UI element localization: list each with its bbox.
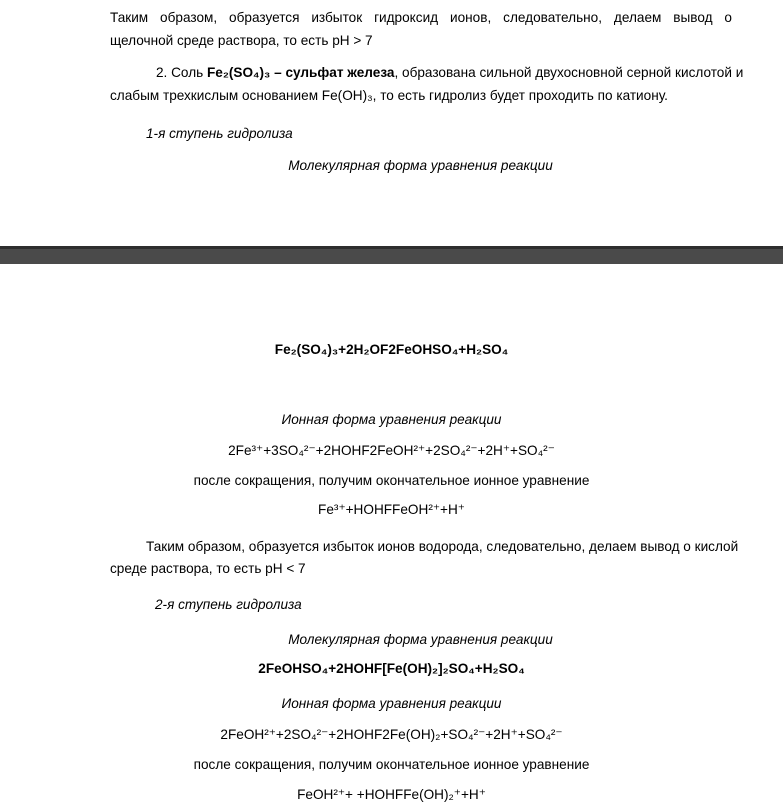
reduction-note: после сокращения, получим окончательное ионное уравнение [193, 473, 590, 488]
paragraph-line: среде раствора, то есть pH < 7 [110, 561, 306, 576]
section-heading-step-1: 1-я ступень гидролиза [146, 126, 293, 141]
reduction-note-2: после сокращения, получим окончательное ионное уравнение [193, 757, 590, 772]
salt-formula: Fe₂(SO₄)₃ – сульфат железа [206, 65, 395, 80]
molecular-form-title: Молекулярная форма уравнения реакции [288, 158, 553, 173]
page-separator [0, 246, 783, 264]
paragraph-line: щелочной среде раствора, то есть pH > 7 [110, 33, 373, 48]
molecular-equation-2: 2FeOHSO₄+2HOHF[Fe(OH)₂]₂SO₄+H₂SO₄ [258, 661, 525, 676]
paragraph-line [156, 64, 744, 82]
molecular-form-title-2: Молекулярная форма уравнения реакции [288, 632, 553, 647]
document-page-2 [0, 264, 783, 811]
section-heading-step-2: 2-я ступень гидролиза [155, 597, 302, 612]
document-page-1 [0, 0, 783, 246]
final-ionic-equation-2: FeOH²⁺+ +HOHFFe(OH)₂⁺+H⁺ [297, 787, 486, 802]
paragraph-line: Таким образом, образуется избыток гидроксид ионов, следовательно, делаем вывод о [110, 10, 732, 25]
list-item-text: 2. Соль [156, 65, 207, 80]
ionic-equation: 2Fe³⁺+3SO₄²⁻+2HOHF2FeOH²⁺+2SO₄²⁻+2H⁺+SO₄²⁻ [228, 443, 555, 458]
molecular-equation: Fe₂(SO₄)₃+2H₂OF2FeOHSO₄+H₂SO₄ [274, 342, 509, 357]
ionic-equation-2: 2FeOH²⁺+2SO₄²⁻+2HOHF2Fe(OH)₂+SO₄²⁻+2H⁺+SO₄²⁻ [220, 727, 563, 742]
paragraph-line: Таким образом, образуется избыток ионов водорода, следовательно, делаем вывод о кислой [146, 539, 739, 554]
ionic-form-title-2: Ионная форма уравнения реакции [281, 696, 502, 711]
list-item-text: , образована сильной двухосновной серной кислотой и [394, 65, 744, 80]
final-ionic-equation: Fe³⁺+HOHFFeOH²⁺+H⁺ [318, 502, 465, 517]
paragraph-line: слабым трехкислым основанием Fe(OH)₃, то есть гидролиз будет проходить по катиону. [110, 88, 668, 103]
ionic-form-title: Ионная форма уравнения реакции [281, 412, 502, 427]
